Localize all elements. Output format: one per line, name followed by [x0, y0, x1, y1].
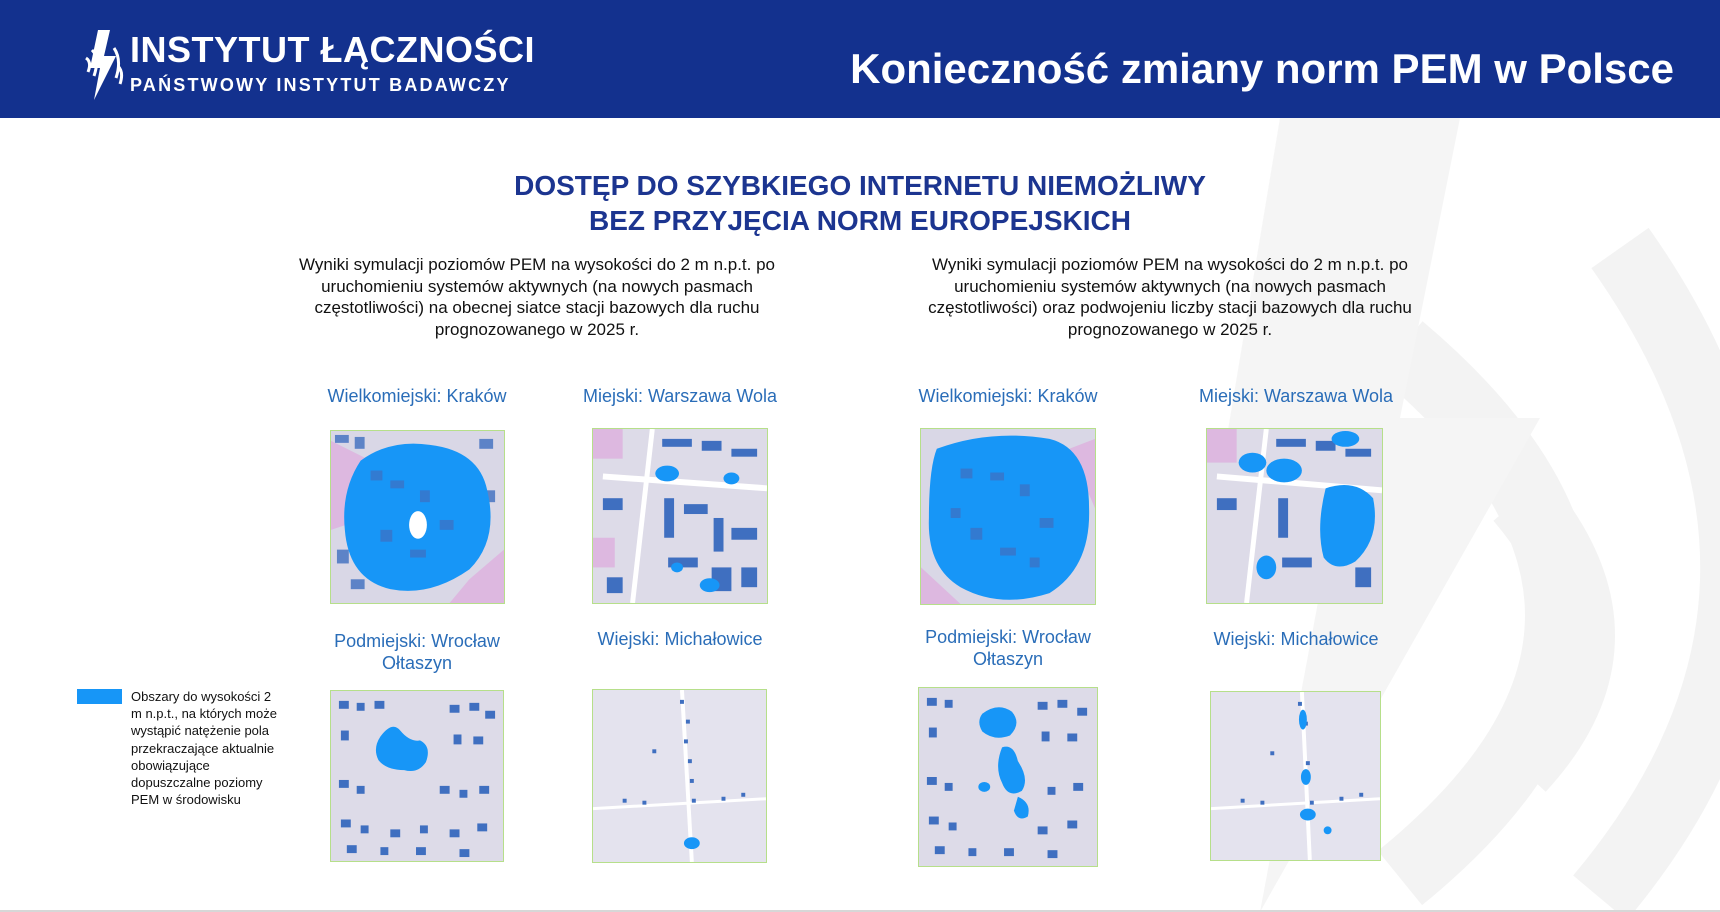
map-krakow-current: [330, 430, 505, 604]
institute-logo: [84, 26, 535, 102]
map-label: Podmiejski: Wrocław Ołtaszyn: [925, 627, 1091, 669]
lightning-logo-icon: [84, 28, 124, 102]
map-michalowice-doubled: [1210, 691, 1381, 861]
map-label: Podmiejski: Wrocław Ołtaszyn: [334, 631, 500, 673]
map-krakow-doubled: [920, 428, 1096, 605]
main-title-line1: DOSTĘP DO SZYBKIEGO INTERNETU NIEMOŻLIWY: [514, 170, 1206, 201]
map-label: Wielkomiejski: Kraków: [327, 386, 507, 406]
logo-subtitle: PAŃSTWOWY INSTYTUT BADAWCZY: [130, 75, 511, 95]
map-label: Miejski: Warszawa Wola: [582, 386, 778, 406]
legend-swatch: [77, 689, 122, 704]
left-description: Wyniki symulacji poziomów PEM na wysokości do 2 m n.p.t. po uruchomieniu systemów aktywnych (na nowych pasmach częstotliwości) na obecnej siatce stacji bazowych dla ruchu prognozowanego w 2025 r.: [298, 255, 776, 339]
map-wroclaw-doubled: [918, 687, 1098, 867]
map-warszawa-doubled: [1206, 428, 1383, 604]
map-label: Wiejski: Michałowice: [597, 629, 763, 649]
map-label: Miejski: Warszawa Wola: [1198, 386, 1394, 406]
right-description: Wyniki symulacji poziomów PEM na wysokości do 2 m n.p.t. po uruchomieniu systemów aktywnych (na nowych pasmach częstotliwości) oraz podwojeniu liczby stacji bazowych dla ruchu prognozowanego w 2025 r.: [928, 255, 1412, 339]
header-bar: [0, 0, 1720, 118]
slide-title: Konieczność zmiany norm PEM w Polsce: [850, 45, 1674, 92]
map-warszawa-current: [592, 428, 768, 604]
logo-title: INSTYTUT ŁĄCZNOŚCI: [130, 29, 535, 70]
main-title-line2: BEZ PRZYJĘCIA NORM EUROPEJSKICH: [589, 205, 1131, 236]
map-label: Wiejski: Michałowice: [1213, 629, 1379, 649]
map-michalowice-current: [592, 689, 767, 863]
main-title: [360, 168, 1360, 238]
map-wroclaw-current: [330, 690, 504, 862]
legend-text: Obszary do wysokości 2 m n.p.t., na których może wystąpić natężenie pola przekraczające aktualnie obowiązujące dopuszczalne poziomy PEM w środowisku: [131, 689, 277, 808]
map-label: Wielkomiejski: Kraków: [918, 386, 1098, 406]
